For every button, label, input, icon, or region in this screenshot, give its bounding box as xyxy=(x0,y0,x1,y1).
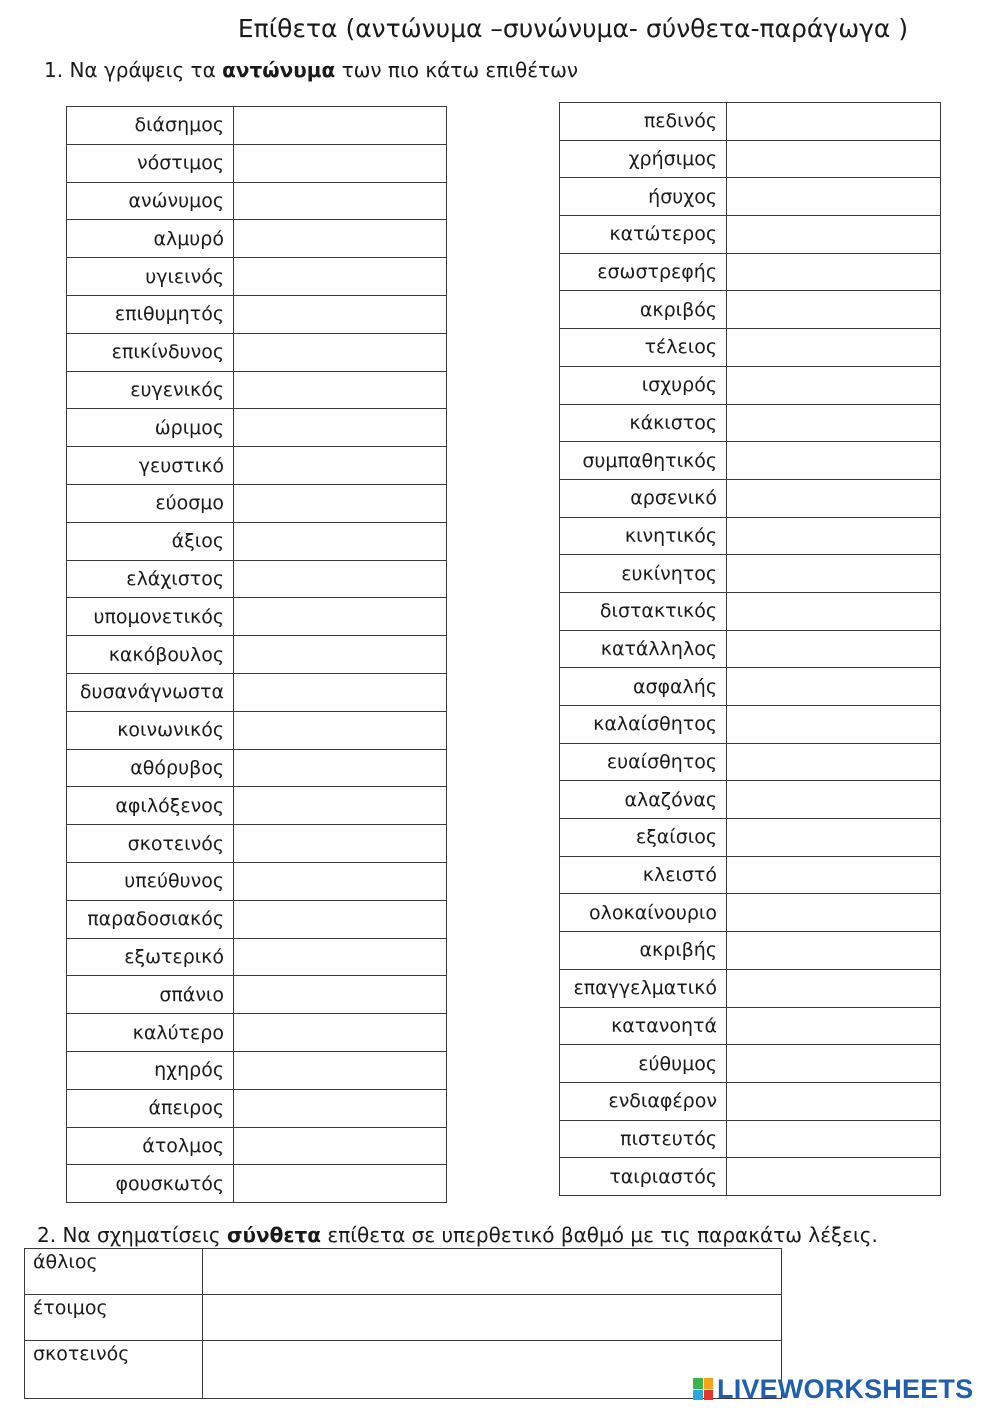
word-cell: ακριβός xyxy=(560,291,727,329)
liveworksheets-logo xyxy=(693,1374,973,1404)
answer-field[interactable] xyxy=(234,825,447,863)
antonym-row xyxy=(560,103,941,141)
answer-field[interactable] xyxy=(234,900,447,938)
exercise1-text-after: των πιο κάτω επιθέτων xyxy=(341,58,579,82)
answer-field[interactable] xyxy=(234,333,447,371)
exercise2-text-after: επίθετα σε υπερθετικό βαθμό με τις παρακάτω λέξεις. xyxy=(327,1223,878,1247)
word-cell: συμπαθητικός xyxy=(560,442,727,480)
word-cell: πιστευτός xyxy=(560,1120,727,1158)
answer-field[interactable] xyxy=(727,442,941,480)
answer-field[interactable] xyxy=(727,819,941,857)
word-cell: επικίνδυνος xyxy=(67,333,234,371)
answer-field[interactable] xyxy=(727,668,941,706)
word-cell: άθλιος xyxy=(25,1249,203,1295)
word-cell: άξιος xyxy=(67,522,234,560)
word-cell: εσωστρεφής xyxy=(560,253,727,291)
antonym-row xyxy=(560,1120,941,1158)
word-cell: έτοιμος xyxy=(25,1295,203,1341)
answer-field[interactable] xyxy=(234,295,447,333)
antonym-row xyxy=(67,1014,447,1052)
word-cell: ηχηρός xyxy=(67,1051,234,1089)
antonym-row xyxy=(67,1051,447,1089)
word-cell: καλύτερο xyxy=(67,1014,234,1052)
answer-field[interactable] xyxy=(727,178,941,216)
word-cell: παραδοσιακός xyxy=(67,900,234,938)
antonym-row xyxy=(67,409,447,447)
antonym-row xyxy=(67,258,447,296)
word-cell: κατάλληλος xyxy=(560,630,727,668)
word-cell: κατώτερος xyxy=(560,216,727,254)
answer-field[interactable] xyxy=(234,598,447,636)
word-cell: υπομονετικός xyxy=(67,598,234,636)
word-cell: τέλειος xyxy=(560,329,727,367)
word-cell: ταιριαστός xyxy=(560,1158,727,1196)
antonym-row xyxy=(67,447,447,485)
antonym-row xyxy=(560,404,941,442)
antonym-row xyxy=(67,749,447,787)
answer-field[interactable] xyxy=(234,976,447,1014)
answer-field[interactable] xyxy=(727,140,941,178)
antonym-row xyxy=(67,182,447,220)
antonym-row xyxy=(560,856,941,894)
antonym-row xyxy=(67,220,447,258)
word-cell: χρήσιμος xyxy=(560,140,727,178)
antonym-row xyxy=(67,636,447,674)
antonyms-table-left xyxy=(66,106,447,1203)
answer-field[interactable] xyxy=(727,366,941,404)
antonym-row xyxy=(67,711,447,749)
answer-field[interactable] xyxy=(727,706,941,744)
exercise1-instruction xyxy=(44,58,578,82)
antonym-row xyxy=(560,442,941,480)
antonym-row xyxy=(67,1089,447,1127)
answer-field[interactable] xyxy=(727,781,941,819)
answer-field[interactable] xyxy=(727,216,941,254)
answer-field[interactable] xyxy=(234,749,447,787)
word-cell: γευστικό xyxy=(67,447,234,485)
answer-field[interactable] xyxy=(727,253,941,291)
antonym-row xyxy=(67,938,447,976)
antonym-row xyxy=(560,706,941,744)
antonym-row xyxy=(560,555,941,593)
antonym-row xyxy=(560,479,941,517)
antonym-row xyxy=(67,1127,447,1165)
answer-field[interactable] xyxy=(234,522,447,560)
word-cell: ευαίσθητος xyxy=(560,743,727,781)
answer-field[interactable] xyxy=(234,711,447,749)
antonym-row xyxy=(560,1158,941,1196)
answer-field[interactable] xyxy=(234,182,447,220)
antonym-row xyxy=(560,630,941,668)
answer-field[interactable] xyxy=(234,938,447,976)
word-cell: νόστιμος xyxy=(67,144,234,182)
antonym-row xyxy=(560,894,941,932)
word-cell: δυσανάγνωστα xyxy=(67,673,234,711)
antonym-row xyxy=(67,144,447,182)
logo-text: LIVEWORKSHEETS xyxy=(717,1373,974,1404)
answer-field[interactable] xyxy=(727,1007,941,1045)
answer-field[interactable] xyxy=(234,1089,447,1127)
answer-field[interactable] xyxy=(727,592,941,630)
logo-mark-icon xyxy=(693,1378,713,1400)
antonym-row xyxy=(560,1045,941,1083)
answer-field[interactable] xyxy=(727,555,941,593)
antonym-row xyxy=(560,291,941,329)
answer-field[interactable] xyxy=(234,787,447,825)
answer-field[interactable] xyxy=(727,743,941,781)
answer-field[interactable] xyxy=(727,630,941,668)
antonym-row xyxy=(67,484,447,522)
answer-field[interactable] xyxy=(234,220,447,258)
word-cell: αλαζόνας xyxy=(560,781,727,819)
word-cell: πεδινός xyxy=(560,103,727,141)
answer-field[interactable] xyxy=(727,479,941,517)
antonym-row xyxy=(560,216,941,254)
word-cell: επιθυμητός xyxy=(67,295,234,333)
exercise1-number: 1. xyxy=(44,58,64,82)
word-cell: ώριμος xyxy=(67,409,234,447)
antonym-row xyxy=(67,825,447,863)
word-cell: κινητικός xyxy=(560,517,727,555)
antonym-row xyxy=(560,819,941,857)
answer-field[interactable] xyxy=(234,1127,447,1165)
answer-field[interactable] xyxy=(234,636,447,674)
answer-field[interactable] xyxy=(234,1165,447,1203)
answer-field[interactable] xyxy=(234,1051,447,1089)
answer-field[interactable] xyxy=(234,447,447,485)
answer-field[interactable] xyxy=(234,371,447,409)
word-cell: ευγενικός xyxy=(67,371,234,409)
answer-field[interactable] xyxy=(203,1295,782,1341)
word-cell: εύθυμος xyxy=(560,1045,727,1083)
answer-field[interactable] xyxy=(727,517,941,555)
antonym-row xyxy=(67,862,447,900)
antonym-row xyxy=(67,673,447,711)
word-cell: ισχυρός xyxy=(560,366,727,404)
antonym-row xyxy=(560,253,941,291)
compound-row xyxy=(25,1295,782,1341)
exercise2-bold-word: σύνθετα xyxy=(226,1223,322,1247)
word-cell: κοινωνικός xyxy=(67,711,234,749)
answer-field[interactable] xyxy=(727,1045,941,1083)
answer-field[interactable] xyxy=(727,856,941,894)
antonym-row xyxy=(560,178,941,216)
word-cell: ενδιαφέρον xyxy=(560,1082,727,1120)
word-cell: ανώνυμος xyxy=(67,182,234,220)
word-cell: σκοτεινός xyxy=(67,825,234,863)
word-cell: επαγγελματικό xyxy=(560,969,727,1007)
answer-field[interactable] xyxy=(234,1014,447,1052)
word-cell: εξαίσιος xyxy=(560,819,727,857)
answer-field[interactable] xyxy=(727,932,941,970)
answer-field[interactable] xyxy=(234,144,447,182)
antonyms-table-right xyxy=(559,102,941,1196)
answer-field[interactable] xyxy=(727,1158,941,1196)
antonym-row xyxy=(560,517,941,555)
word-cell: εύοσμο xyxy=(67,484,234,522)
answer-field[interactable] xyxy=(234,560,447,598)
antonym-row xyxy=(560,140,941,178)
word-cell: αφιλόξενος xyxy=(67,787,234,825)
word-cell: άπειρος xyxy=(67,1089,234,1127)
antonym-row xyxy=(67,295,447,333)
word-cell: ευκίνητος xyxy=(560,555,727,593)
antonym-row xyxy=(560,329,941,367)
antonym-row xyxy=(560,781,941,819)
word-cell: υπεύθυνος xyxy=(67,862,234,900)
answer-field[interactable] xyxy=(727,404,941,442)
antonym-row xyxy=(67,371,447,409)
answer-field[interactable] xyxy=(234,409,447,447)
exercise2-instruction xyxy=(37,1223,878,1247)
word-cell: διάσημος xyxy=(67,107,234,145)
word-cell: σπάνιο xyxy=(67,976,234,1014)
word-cell: ασφαλής xyxy=(560,668,727,706)
exercise1-text-before: Να γράψεις τα xyxy=(69,58,216,82)
antonym-row xyxy=(560,1082,941,1120)
antonym-row xyxy=(67,976,447,1014)
word-cell: σκοτεινός xyxy=(25,1341,203,1399)
word-cell: κατανοητά xyxy=(560,1007,727,1045)
antonym-row xyxy=(67,560,447,598)
antonym-row xyxy=(560,1007,941,1045)
answer-field[interactable] xyxy=(727,291,941,329)
answer-field[interactable] xyxy=(234,673,447,711)
antonym-row xyxy=(560,366,941,404)
word-cell: φουσκωτός xyxy=(67,1165,234,1203)
word-cell: κακόβουλος xyxy=(67,636,234,674)
compound-row xyxy=(25,1249,782,1295)
worksheet-title: Επίθετα (αντώνυμα –συνώνυμα- σύνθετα-παράγωγα ) xyxy=(237,14,909,43)
word-cell: καλαίσθητος xyxy=(560,706,727,744)
word-cell: ήσυχος xyxy=(560,178,727,216)
answer-field[interactable] xyxy=(727,329,941,367)
antonym-row xyxy=(67,787,447,825)
exercise2-number: 2. xyxy=(37,1223,57,1247)
antonym-row xyxy=(67,900,447,938)
word-cell: κάκιστος xyxy=(560,404,727,442)
answer-field[interactable] xyxy=(727,1120,941,1158)
exercise1-bold-word: αντώνυμα xyxy=(222,58,336,82)
exercise2-text-before: Να σχηματίσεις xyxy=(62,1223,221,1247)
antonym-row xyxy=(560,743,941,781)
word-cell: άτολμος xyxy=(67,1127,234,1165)
compounds-table xyxy=(24,1248,782,1399)
word-cell: αθόρυβος xyxy=(67,749,234,787)
word-cell: ολοκαίνουριο xyxy=(560,894,727,932)
answer-field[interactable] xyxy=(234,107,447,145)
word-cell: εξωτερικό xyxy=(67,938,234,976)
antonym-row xyxy=(67,598,447,636)
word-cell: ελάχιστος xyxy=(67,560,234,598)
antonym-row xyxy=(560,969,941,1007)
antonym-row xyxy=(67,107,447,145)
word-cell: αλμυρό xyxy=(67,220,234,258)
answer-field[interactable] xyxy=(234,484,447,522)
answer-field[interactable] xyxy=(234,862,447,900)
word-cell: υγιεινός xyxy=(67,258,234,296)
antonym-row xyxy=(67,522,447,560)
antonym-row xyxy=(560,592,941,630)
word-cell: κλειστό xyxy=(560,856,727,894)
antonym-row xyxy=(67,1165,447,1203)
answer-field[interactable] xyxy=(727,1082,941,1120)
answer-field[interactable] xyxy=(234,258,447,296)
word-cell: διστακτικός xyxy=(560,592,727,630)
answer-field[interactable] xyxy=(727,894,941,932)
compound-row xyxy=(25,1341,782,1399)
antonym-row xyxy=(560,668,941,706)
answer-field[interactable] xyxy=(727,103,941,141)
word-cell: ακριβής xyxy=(560,932,727,970)
answer-field[interactable] xyxy=(203,1249,782,1295)
answer-field[interactable] xyxy=(727,969,941,1007)
antonym-row xyxy=(67,333,447,371)
word-cell: αρσενικό xyxy=(560,479,727,517)
antonym-row xyxy=(560,932,941,970)
